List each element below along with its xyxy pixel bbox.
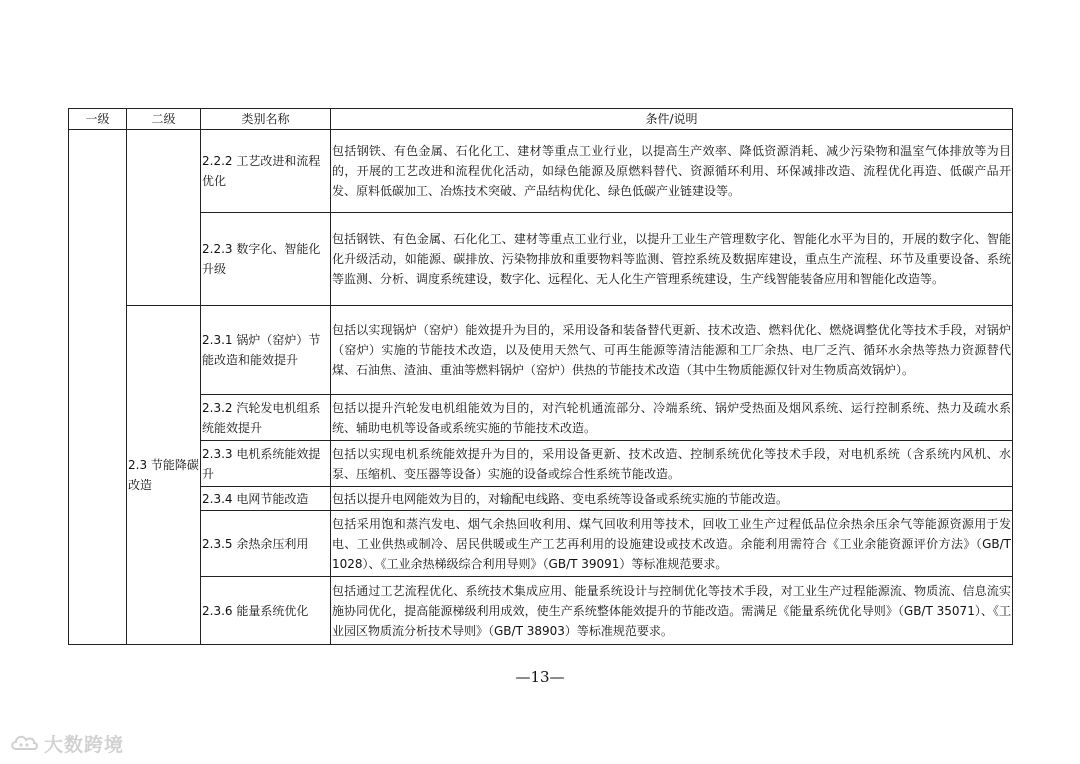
table-row — [69, 441, 1013, 487]
condition-cell: 包括以提升汽轮发电机组能效为目的，对汽轮机通流部分、冷端系统、锅炉受热面及烟风系统、运行控制系统、热力及疏水系统、辅助电机等设备或系统实施的节能技术改造。 — [331, 395, 1013, 441]
table-row — [69, 511, 1013, 577]
condition-cell: 包括以实现锅炉（窑炉）能效提升为目的，采用设备和装备替代更新、技术改造、燃料优化、燃烧调整优化等技术手段，对锅炉（窑炉）实施的节能技术改造，以及使用天然气、可再生能源等清洁能源和工厂余热、电厂乏汽、循环水余热等热力资源替代煤、石油焦、渣油、重油等燃料锅炉（窑炉）供热的节能技术改造（其中生物质能源仅针对生物质高效锅炉）。 — [331, 306, 1013, 395]
level2-cell-22 — [127, 130, 201, 306]
table-header-row — [69, 109, 1013, 130]
table-row — [69, 577, 1013, 645]
category-cell: 2.3.2 汽轮发电机组系统能效提升 — [201, 395, 331, 441]
condition-cell: 包括通过工艺流程优化、系统技术集成应用、能量系统设计与控制优化等技术手段，对工业生产过程能源流、物质流、信息流实施协同优化，提高能源梯级利用成效，使生产系统整体能效提升的节能改造。需满足《能量系统优化导则》（GB/T 35071）、《工业园区物质流分析技术导则》（GB/T 38903）等标准规范要求。 — [331, 577, 1013, 645]
condition-cell: 包括采用饱和蒸汽发电、烟气余热回收利用、煤气回收利用等技术，回收工业生产过程低品位余热余压余气等能源资源用于发电、工业供热或制冷、居民供暖或生产工艺再利用的设施建设或技术改造。余能利用需符合《工业余能资源评价方法》（GB/T 1028）、《工业余热梯级综合利用导则》（GB/T 39091）等标准规范要求。 — [331, 511, 1013, 577]
category-cell: 2.3.5 余热余压利用 — [201, 511, 331, 577]
cloud-logo-icon — [10, 731, 40, 755]
category-cell: 2.3.6 能量系统优化 — [201, 577, 331, 645]
header-level1: 一级 — [69, 109, 127, 130]
header-level2: 二级 — [127, 109, 201, 130]
table-row — [69, 213, 1013, 306]
table-row — [69, 487, 1013, 511]
condition-cell: 包括以实现电机系统能效提升为目的，采用设备更新、技术改造、控制系统优化等技术手段，对电机系统（含系统内风机、水泵、压缩机、变压器等设备）实施的设备或综合性系统节能改造。 — [331, 441, 1013, 487]
watermark — [10, 728, 124, 758]
header-condition: 条件/说明 — [331, 109, 1013, 130]
page-number: —13— — [515, 668, 565, 686]
header-category-name: 类别名称 — [201, 109, 331, 130]
table-row — [69, 395, 1013, 441]
condition-cell: 包括钢铁、有色金属、石化化工、建材等重点工业行业，以提高生产效率、降低资源消耗、减少污染物和温室气体排放等为目的，开展的工艺改进和流程优化活动，如绿色能源及原燃料替代、资源循环利用、环保减排改造、流程优化再造、低碳产品开发、原料低碳加工、冶炼技术突破、产品结构优化、绿色低碳产业链建设等。 — [331, 130, 1013, 213]
level1-cell — [69, 130, 127, 645]
condition-cell: 包括钢铁、有色金属、石化化工、建材等重点工业行业，以提升工业生产管理数字化、智能化水平为目的，开展的数字化、智能化升级活动，如能源、碳排放、污染物排放和重要物料等监测、管控系统及数据库建设，重点生产流程、环节及重要设备、系统等监测、分析、调度系统建设，数字化、远程化、无人化生产管理系统建设，生产线智能装备应用和智能化改造等。 — [331, 213, 1013, 306]
category-cell: 2.3.1 锅炉（窑炉）节能改造和能效提升 — [201, 306, 331, 395]
watermark-text: 大数跨境 — [44, 733, 125, 756]
category-cell: 2.2.2 工艺改进和流程优化 — [201, 130, 331, 213]
table-row — [69, 306, 1013, 395]
category-cell: 2.2.3 数字化、智能化升级 — [201, 213, 331, 306]
level2-cell-23: 2.3 节能降碳改造 — [127, 306, 201, 645]
table-row — [69, 130, 1013, 213]
category-cell: 2.3.4 电网节能改造 — [201, 487, 331, 511]
condition-cell: 包括以提升电网能效为目的，对输配电线路、变电系统等设备或系统实施的节能改造。 — [331, 487, 1013, 511]
category-table — [68, 108, 1013, 645]
category-cell: 2.3.3 电机系统能效提升 — [201, 441, 331, 487]
